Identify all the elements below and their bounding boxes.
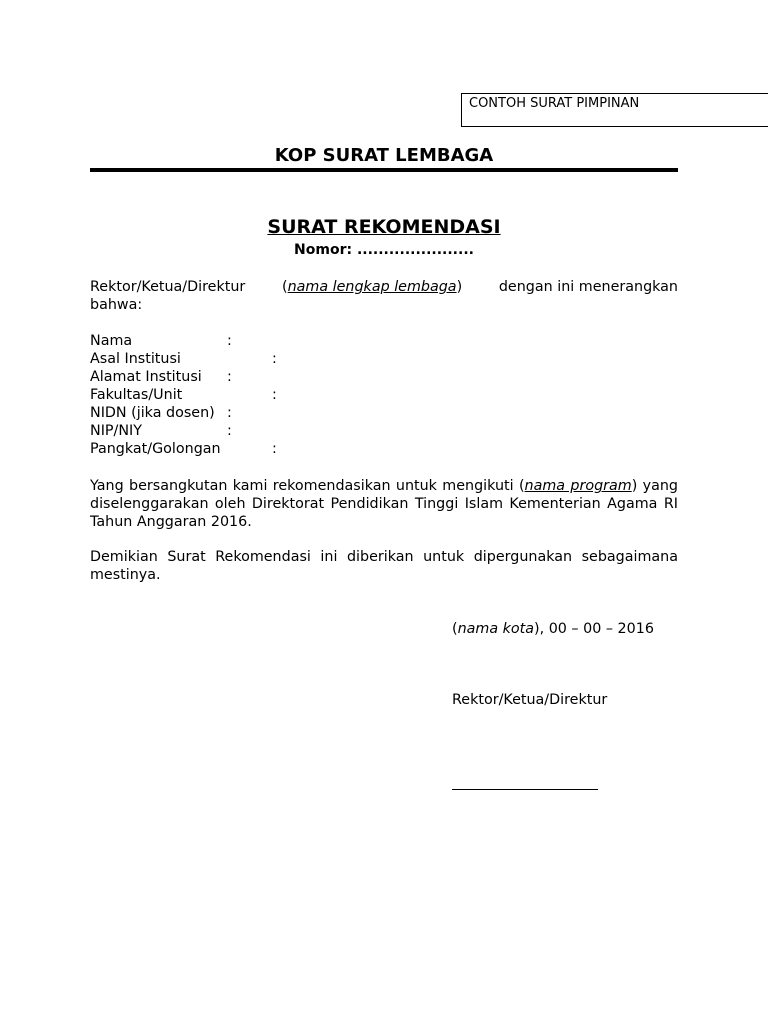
field-label-fakultas-unit: Fakultas/Unit bbox=[90, 387, 183, 403]
field-colon: : bbox=[227, 423, 232, 439]
intro-paragraph bbox=[90, 278, 678, 314]
program-placeholder: nama program bbox=[524, 478, 632, 494]
field-row bbox=[90, 368, 390, 386]
field-colon: : bbox=[227, 369, 232, 385]
letterhead-rule bbox=[90, 168, 678, 172]
intro-institution: (nama lengkap lembaga) bbox=[282, 279, 463, 295]
field-row bbox=[90, 332, 390, 350]
template-tag-box bbox=[461, 93, 768, 127]
field-row bbox=[90, 404, 390, 422]
field-row bbox=[90, 440, 390, 458]
field-colon: : bbox=[227, 405, 232, 421]
field-colon: : bbox=[272, 387, 277, 403]
template-tag-label: CONTOH SURAT PIMPINAN bbox=[469, 96, 640, 111]
field-colon: : bbox=[227, 333, 232, 349]
document-number: Nomor: ...................... bbox=[294, 242, 474, 258]
identity-fields bbox=[90, 332, 390, 458]
institution-placeholder: nama lengkap lembaga bbox=[287, 279, 457, 295]
document-title: SURAT REKOMENDASI bbox=[267, 216, 501, 238]
field-label-alamat-institusi: Alamat Institusi bbox=[90, 369, 202, 385]
letterhead-title: KOP SURAT LEMBAGA bbox=[274, 145, 494, 166]
field-colon: : bbox=[272, 441, 277, 457]
field-label-asal-institusi: Asal Institusi bbox=[90, 351, 181, 367]
intro-statement: dengan ini menerangkan bbox=[498, 279, 678, 295]
signatory-role: Rektor/Ketua/Direktur bbox=[452, 692, 608, 708]
field-colon: : bbox=[272, 351, 277, 367]
recommendation-paragraph: Yang bersangkutan kami rekomendasikan untuk mengikuti (nama program) yang diselenggarakan oleh Direktorat Pendidikan Tinggi Islam Kementerian Agama RI Tahun Anggaran 2016. bbox=[90, 478, 679, 530]
field-label-nip-niy: NIP/NIY bbox=[90, 423, 142, 439]
field-label-nidn: NIDN (jika dosen) bbox=[90, 405, 215, 421]
intro-line2: bahwa: bbox=[90, 297, 143, 313]
field-row bbox=[90, 422, 390, 440]
signature-line bbox=[452, 789, 598, 790]
city-date-line: (nama kota), 00 – 00 – 2016 bbox=[452, 621, 654, 637]
field-row bbox=[90, 386, 390, 404]
city-placeholder: nama kota bbox=[457, 621, 535, 637]
field-row bbox=[90, 350, 390, 368]
intro-role: Rektor/Ketua/Direktur bbox=[90, 279, 246, 295]
closing-paragraph: Demikian Surat Rekomendasi ini diberikan untuk dipergunakan sebagaimana mestinya. bbox=[90, 549, 678, 583]
field-label-nama: Nama bbox=[90, 333, 133, 349]
field-label-pangkat-golongan: Pangkat/Golongan bbox=[90, 441, 221, 457]
